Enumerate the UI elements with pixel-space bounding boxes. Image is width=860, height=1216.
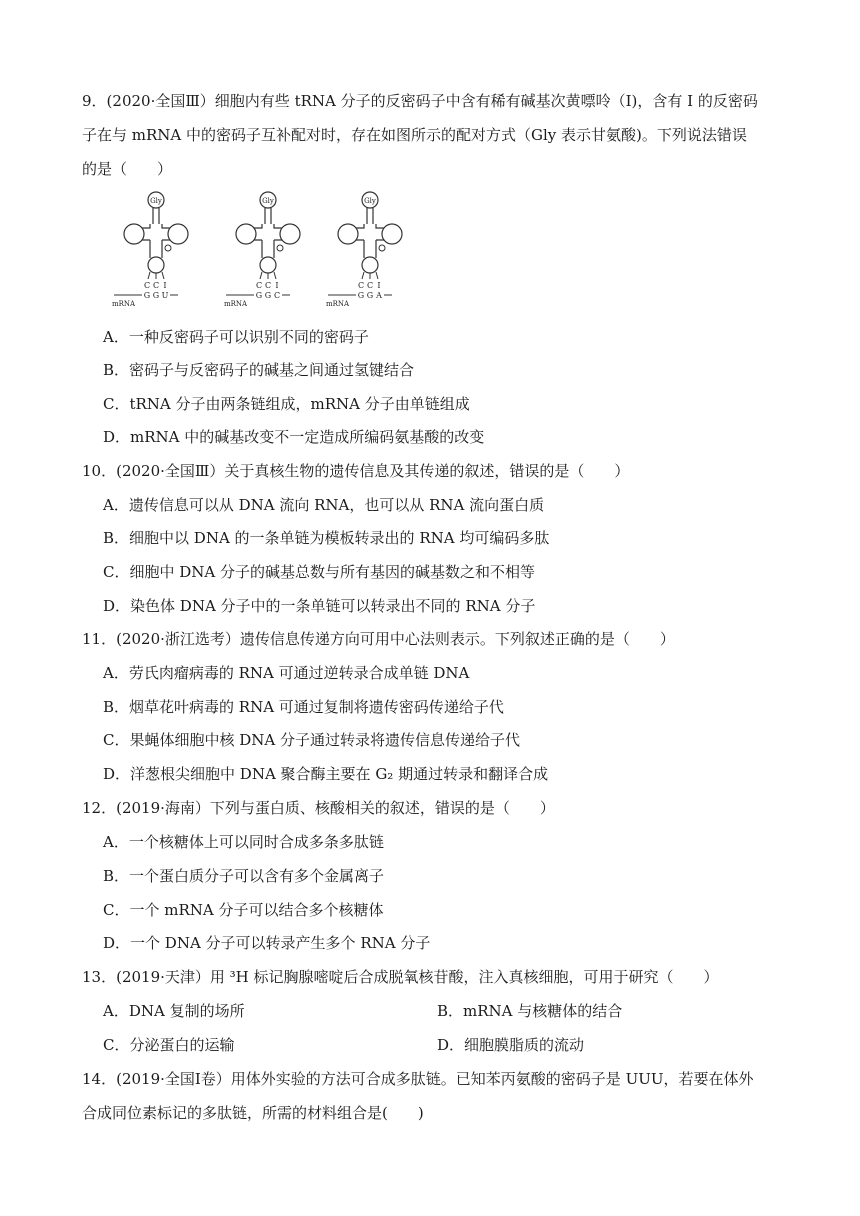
question-14-line-1: 14．(2019·全国Ⅰ卷）用体外实验的方法可合成多肽链。已知苯丙氨酸的密码子是 UUU，若要在体外 — [82, 1070, 754, 1088]
question-9-option-a: A．一种反密码子可以识别不同的密码子 — [103, 328, 369, 346]
acceptor-stem — [367, 208, 373, 224]
question-14-line-2: 合成同位素标记的多肽链，所需的材料组合是( ) — [82, 1104, 424, 1122]
variable-loop — [379, 245, 385, 251]
anticodon-base-3: I — [163, 281, 167, 290]
codon-base-2: G — [264, 291, 272, 300]
acceptor-stem — [153, 208, 159, 224]
codon-base-1: G — [255, 291, 263, 300]
anticodon-loop — [362, 257, 378, 273]
codon-base-1: G — [357, 291, 365, 300]
question-12-option-c: C．一个 mRNA 分子可以结合多个核糖体 — [103, 901, 384, 919]
question-9-option-c: C．tRNA 分子由两条链组成，mRNA 分子由单链组成 — [103, 395, 470, 413]
question-9-option-d: D．mRNA 中的碱基改变不一定造成所编码氨基酸的改变 — [103, 428, 485, 446]
anticodon-base-1: C — [143, 281, 151, 290]
acceptor-stem — [265, 208, 271, 224]
anticodon-base-2: C — [366, 281, 374, 290]
mrna-label: mRNA — [326, 300, 350, 308]
anticodon-base-3: I — [275, 281, 279, 290]
question-9-option-b: B．密码子与反密码子的碱基之间通过氢键结合 — [103, 361, 415, 379]
variable-loop — [165, 245, 171, 251]
question-13-option-c: C．分泌蛋白的运输 — [103, 1036, 235, 1054]
anticodon-stalks — [148, 272, 164, 279]
amino-acid-label: Gly — [150, 197, 162, 205]
anticodon-base-3: I — [377, 281, 381, 290]
question-13-option-a: A．DNA 复制的场所 — [103, 1002, 245, 1020]
t-loop — [280, 224, 300, 244]
codon-base-2: G — [366, 291, 374, 300]
question-10-option-a: A．遗传信息可以从 DNA 流向 RNA，也可以从 RNA 流向蛋白质 — [103, 496, 545, 514]
question-11-option-d: D．洋葱根尖细胞中 DNA 聚合酶主要在 G₂ 期通过转录和翻译合成 — [103, 765, 549, 783]
d-loop — [124, 224, 144, 244]
anticodon-loop — [148, 257, 164, 273]
d-loop — [338, 224, 358, 244]
question-12-stem: 12．(2019·海南）下列与蛋白质、核酸相关的叙述，错误的是（ ） — [82, 799, 555, 817]
trna-diagram-3 — [326, 192, 402, 308]
question-13-option-b: B．mRNA 与核糖体的结合 — [437, 1002, 623, 1020]
question-10-option-d: D．染色体 DNA 分子中的一条单链可以转录出不同的 RNA 分子 — [103, 597, 536, 615]
question-11-option-a: A．劳氏肉瘤病毒的 RNA 可通过逆转录合成单链 DNA — [103, 664, 470, 682]
question-11-option-c: C．果蝇体细胞中核 DNA 分子通过转录将遗传信息传递给子代 — [103, 731, 520, 749]
amino-acid-label: Gly — [262, 197, 274, 205]
anticodon-base-1: C — [255, 281, 263, 290]
question-10-stem: 10．(2020·全国Ⅲ）关于真核生物的遗传信息及其传递的叙述，错误的是（ ） — [82, 462, 630, 480]
mrna-label: mRNA — [224, 300, 248, 308]
question-11-stem: 11．(2020·浙江选考）遗传信息传递方向可用中心法则表示。下列叙述正确的是（ ） — [82, 630, 675, 648]
question-12-option-a: A．一个核糖体上可以同时合成多条多肽链 — [103, 833, 384, 851]
codon-base-3: A — [376, 291, 382, 300]
anticodon-base-2: C — [152, 281, 160, 290]
anticodon-stalks — [260, 272, 276, 279]
question-9-line-1: 9．(2020·全国Ⅲ）细胞内有些 tRNA 分子的反密码子中含有稀有碱基次黄嘌呤（I)，含有 I 的反密码 — [82, 92, 758, 110]
t-loop — [382, 224, 402, 244]
d-loop — [236, 224, 256, 244]
question-10-option-c: C．细胞中 DNA 分子的碱基总数与所有基因的碱基数之和不相等 — [103, 563, 535, 581]
trna-diagram-2 — [224, 192, 300, 308]
trna-body — [356, 224, 384, 258]
codon-base-2: G — [152, 291, 160, 300]
question-12-option-d: D．一个 DNA 分子可以转录产生多个 RNA 分子 — [103, 934, 431, 952]
anticodon-loop — [260, 257, 276, 273]
trna-pairing-figure — [110, 188, 410, 310]
anticodon-base-2: C — [264, 281, 272, 290]
variable-loop — [277, 245, 283, 251]
question-12-option-b: B．一个蛋白质分子可以含有多个金属离子 — [103, 867, 385, 885]
question-13-stem: 13．(2019·天津）用 ³H 标记胸腺嘧啶后合成脱氧核苷酸，注入真核细胞，可用于研究（ ） — [82, 968, 719, 986]
question-9-line-3: 的是（ ） — [82, 160, 173, 178]
trna-body — [142, 224, 170, 258]
question-13-option-d: D．细胞膜脂质的流动 — [437, 1036, 585, 1054]
codon-base-1: G — [143, 291, 151, 300]
anticodon-stalks — [362, 272, 378, 279]
codon-base-3: U — [161, 291, 169, 300]
question-10-option-b: B．细胞中以 DNA 的一条单链为模板转录出的 RNA 均可编码多肽 — [103, 529, 550, 547]
question-11-option-b: B．烟草花叶病毒的 RNA 可通过复制将遗传密码传递给子代 — [103, 698, 504, 716]
codon-base-3: C — [273, 291, 281, 300]
t-loop — [168, 224, 188, 244]
mrna-label: mRNA — [112, 300, 136, 308]
amino-acid-label: Gly — [364, 197, 376, 205]
trna-diagram-1 — [112, 192, 188, 308]
anticodon-base-1: C — [357, 281, 365, 290]
trna-body — [254, 224, 282, 258]
question-9-line-2: 子在与 mRNA 中的密码子互补配对时，存在如图所示的配对方式（Gly 表示甘氨酸)。下列说法错误 — [82, 126, 747, 144]
